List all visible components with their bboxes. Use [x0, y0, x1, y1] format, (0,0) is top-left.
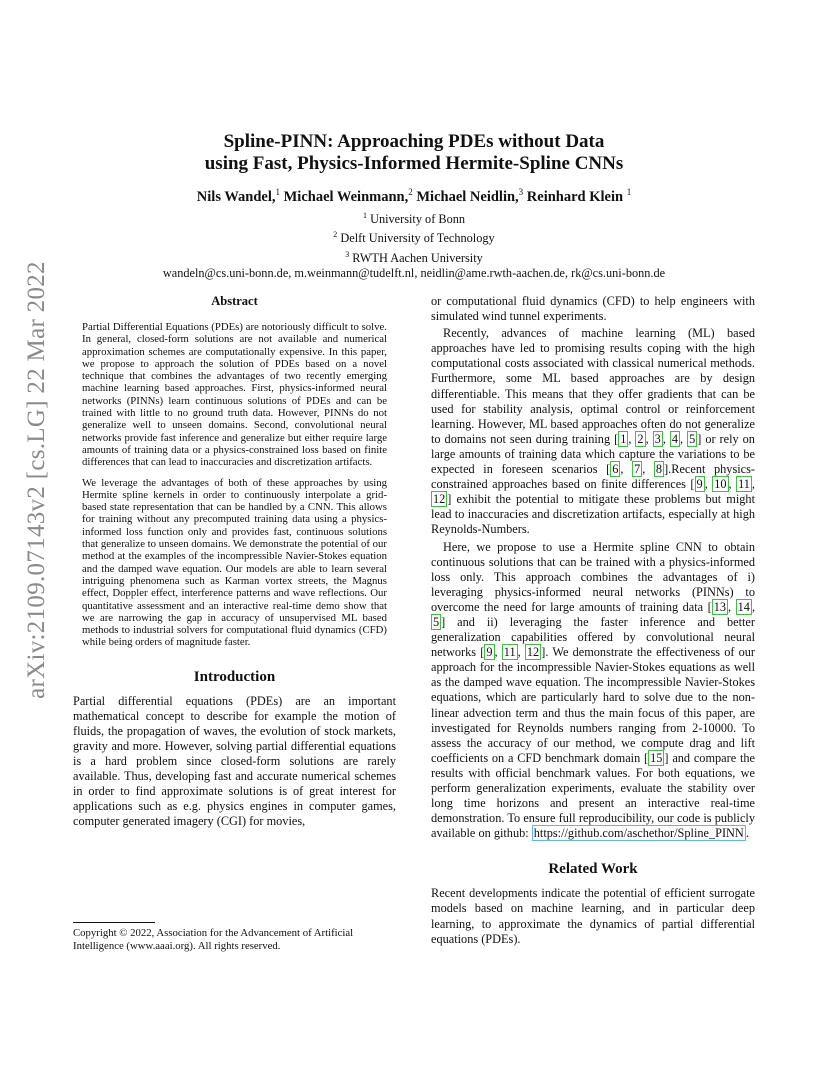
introduction-heading: Introduction	[193, 668, 276, 685]
footnote-rule	[73, 922, 155, 923]
author-emails: wandeln@cs.uni-bonn.de, m.weinmann@tudelft.nl, neidlin@ame.rwth-aachen.de, rk@cs.uni-bonn.de	[162, 266, 666, 281]
affiliation-name: University of Bonn	[370, 212, 466, 227]
citation-link[interactable]: 7	[634, 462, 641, 477]
abstract-section	[73, 294, 396, 649]
author-name: Reinhard Klein	[526, 188, 624, 205]
affiliation-block	[0, 208, 828, 281]
citation-link[interactable]: 9	[486, 645, 493, 660]
citation-link[interactable]: 11	[503, 645, 516, 660]
citation-link[interactable]: 12	[526, 645, 540, 660]
paragraph-text: and compare the results with official benchmark values. For both equations, we perform generalization experiments, evaluate the stability over long time horizons and present an interactive real-time demonstration. To ensure full reproducibility, our code is publicly available on github:	[431, 750, 755, 841]
citation-link[interactable]: 11	[738, 477, 750, 492]
author-name: Michael Weinmann,	[283, 188, 409, 205]
abstract-paragraph: We leverage the advantages of both of these approaches by using Hermite spline kernels in order to continuously interpolate a grid-based state representation that can be handled by a CNN. This allows for training without any precomputed training data using a physics-informed loss function only and provides fast, continuous solutions that generalize to unseen domains. We demonstrate the potential of our method at the examples of the incompressible Navier-Stokes equation and the damped wave equation. Our models are able to learn several intriguing phenomena such as Karman vortex streets, the Magnus effect, Doppler effect, interference patterns and wave reflections. Our quantitative assessment and an interactive real-time demo show that we are narrowing the gap in accuracy of unsupervised ML based methods to industrial solvers for computational fluid dynamics (CFD) while being orders of magnitude faster.	[82, 476, 387, 649]
introduction-paragraph: Recently, advances of machine learning (ML) based approaches have led to promising results coping with the high computational costs associated with classical numerical methods. Furthermore, some ML based approaches are by design differentiable. This means that they offer gradients that can be used for stability analysis, optimal control or reinforcement learning. However, ML based approaches often do not generalize to domains not seen during training [ 1 , 2 , 3 , 4 , 5 ] or rely on large amounts of training data which capture the variations to be expected in foreseen scenarios [ 6 , 7 , 8 ].Recent physics-constrained approaches based on finite differences [ 9 , 10 , 11 , 12 ] exhibit the potential to mitigate these problems but might lead to inaccuracies and discretization artifacts, especially at high Reynolds-Numbers.	[431, 326, 755, 537]
github-link[interactable]: https://github.com/aschethor/Spline_PINN	[533, 826, 744, 841]
paragraph-text: exhibit the potential to mitigate these problems but might lead to inaccuracies and discretization artifacts, especially at high Reynolds-Numbers.	[431, 492, 755, 537]
related-work-paragraph: Recent developments indicate the potential of efficient surrogate models based on machine learning, and in particular deep learning, to approximate the dynamics of partial differential equations (PDEs).	[431, 886, 755, 946]
citation-link[interactable]: 5	[689, 431, 696, 446]
affiliation-name: RWTH Aachen University	[352, 250, 483, 265]
introduction-paragraph: Partial differential equations (PDEs) are an important mathematical concept to describe for example the motion of fluids, the propagation of waves, the evolution of stock markets, gravity and more. However, solving partial differential equations is a hard problem since closed-form solutions are rarely available. Thus, developing fast and accurate numerical schemes in order to find approximate solutions is of great interest for applications such as e.g. physics engines in computer games, computer generated imagery (CGI) for movies,	[73, 693, 396, 829]
abstract-heading: Abstract	[211, 294, 258, 308]
citation-link[interactable]: 14	[737, 599, 750, 614]
arxiv-identifier	[20, 261, 54, 699]
citation-link[interactable]: 15	[650, 750, 663, 765]
left-column	[73, 294, 396, 830]
title-line-2: using Fast, Physics-Informed Hermite-Spline CNNs	[204, 153, 624, 174]
affiliation-mark: 3	[345, 249, 350, 259]
affiliation-line	[0, 227, 828, 246]
affiliation-mark: 2	[333, 230, 338, 240]
author-name: Nils Wandel,	[196, 188, 276, 205]
paragraph-text: .	[745, 826, 749, 841]
citation-link[interactable]: 9	[696, 477, 703, 492]
arxiv-identifier-text: arXiv:2109.07143v2 [cs.LG] 22 Mar 2022	[23, 261, 50, 699]
affiliation-line	[0, 247, 828, 266]
title-line-1: Spline-PINN: Approaching PDEs without Data	[223, 131, 605, 152]
abstract-paragraph: Partial Differential Equations (PDEs) are notoriously difficult to solve. In general, closed-form solutions are not available and numerical approximation schemes are computationally expensive. In this paper, we propose to approach the solution of PDEs based on a novel technique that combines the advantages of two recently emerging machine learning based approaches. First, physics-informed neural networks (PINNs) learn continuous solutions of PDEs and can be trained with little to no ground truth data. However, PINNs do not generalize well to unseen domains. Second, convolutional neural networks provide fast inference and generalize but either require large amounts of training data or a physics-constrained loss based on finite differences that can lead to inaccuracies and discretization artifacts.	[82, 321, 387, 469]
citation-link[interactable]: 4	[671, 431, 678, 446]
citation-link[interactable]: 1	[620, 431, 627, 446]
citation-link[interactable]: 6	[612, 462, 619, 477]
citation-link[interactable]: 8	[655, 462, 663, 477]
paragraph-text: Recently, advances of machine learning (ML) based approaches have led to promising results coping with the high computational costs associated with classical numerical methods. Furthermore, some ML based approaches are by design differentiable. This means that they offer gradients that can be used for stability analysis, optimal control or reinforcement learning. However, ML based approaches often do not generalize to domains not seen during training	[431, 326, 755, 446]
introduction-paragraph-continued: or computational fluid dynamics (CFD) to help engineers with simulated wind tunnel experiments.	[431, 294, 755, 324]
introduction-section	[73, 669, 396, 830]
citation-link[interactable]: 2	[637, 431, 644, 446]
paragraph-text: Here, we propose to use a Hermite spline CNN to obtain continuous solutions that can be trained with a physics-informed loss only. This approach combines the advantages of i) leveraging physics-informed neural networks (PINNs) to overcome the need for large amounts of training data	[431, 539, 755, 614]
citation-link[interactable]: 5	[433, 614, 440, 629]
paper-title	[0, 131, 828, 175]
author-affiliation-mark: 3	[518, 187, 524, 197]
affiliation-name: Delft University of Technology	[340, 231, 495, 246]
author-affiliation-mark: 1	[626, 187, 632, 197]
citation-link[interactable]: 12	[433, 492, 446, 507]
copyright-footnote	[73, 922, 396, 953]
citation-link[interactable]: 3	[654, 431, 661, 446]
right-column	[431, 294, 755, 947]
affiliation-mark: 1	[362, 211, 367, 220]
related-work-heading: Related Work	[548, 861, 638, 878]
affiliation-line	[0, 208, 828, 227]
paragraph-text: or rely on large amounts of training data which capture the variations to be expected in foreseen scenarios	[431, 431, 755, 477]
paragraph-text: and ii) leveraging the faster inference and better generalization capabilities offered by convolutional neural networks	[431, 614, 755, 660]
citation-link[interactable]: 13	[713, 599, 727, 614]
copyright-text: Copyright © 2022, Association for the Advancement of Artificial Intelligence (www.aaai.org). All rights reserved.	[73, 927, 354, 952]
paragraph-text: .Recent physics-constrained approaches based on finite differences	[431, 462, 755, 492]
author-name: Michael Neidlin,	[416, 188, 519, 205]
author-affiliation-mark: 2	[408, 187, 413, 197]
citation-link[interactable]: 10	[714, 477, 727, 492]
author-affiliation-mark: 1	[275, 187, 280, 197]
paragraph-text: . We demonstrate the effectiveness of our approach for the incompressible Navier-Stokes equations as well as the damped wave equation. The incompressible Navier-Stokes equations, which are particularly hard to solve due to the non-linear advection term and thus the main focus of this paper, are investigated for Reynolds numbers ranging from 2-10000. To assess the accuracy of our method, we compute drag and lift coefficients on a CFD benchmark domain	[431, 645, 756, 765]
author-list	[0, 187, 828, 206]
introduction-paragraph: Here, we propose to use a Hermite spline CNN to obtain continuous solutions that can be trained with a physics-informed loss only. This approach combines the advantages of i) leveraging physics-informed neural networks (PINNs) to overcome the need for large amounts of training data [ 13 , 14 , 5 ] and ii) leveraging the faster inference and better generalization capabilities offered by convolutional neural networks [ 9 , 11 , 12 ]. We demonstrate the effectiveness of our approach for the incompressible Navier-Stokes equations as well as the damped wave equation. The incompressible Navier-Stokes equations, which are particularly hard to solve due to the non-linear advection term and thus the main focus of this paper, are investigated for Reynolds numbers ranging from 2-10000. To assess the accuracy of our method, we compute drag and lift coefficients on a CFD benchmark domain [ 15 ] and compare the results with official benchmark values. For both equations, we perform generalization experiments, evaluate the stability over long time horizons and present an interactive real-time demonstration. To ensure full reproducibility, our code is publicly available on github: https://github.com/aschethor/Spline_PINN .	[431, 539, 756, 841]
